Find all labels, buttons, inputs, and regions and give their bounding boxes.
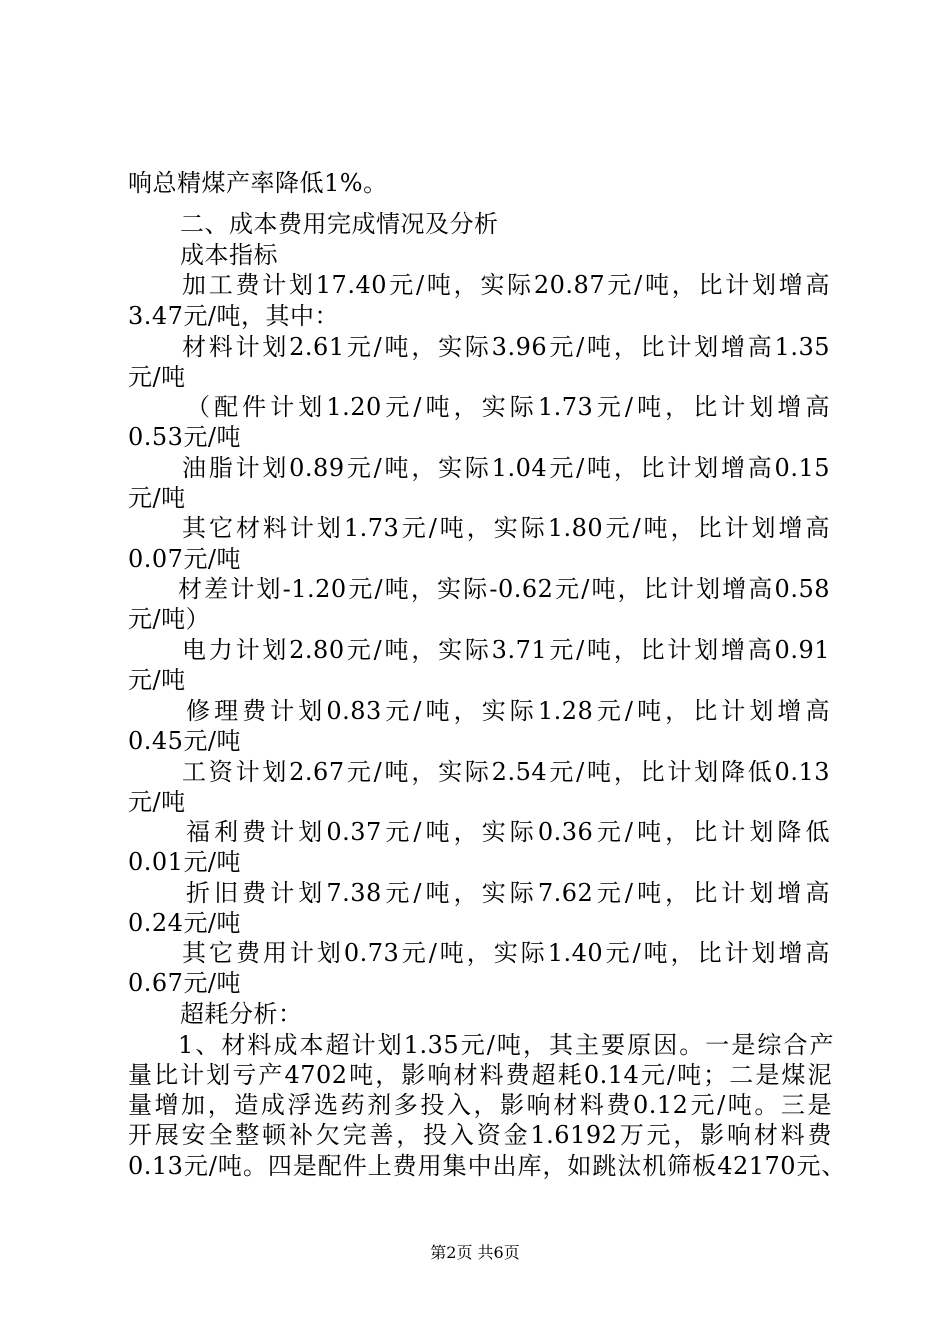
text-line-6: 材料计划2.61元/吨，实际3.96元/吨，比计划增高1.35 <box>182 333 830 361</box>
text-line-4: 加工费计划17.40元/吨，实际20.87元/吨，比计划增高 <box>182 271 830 299</box>
text-line-15: 元/吨） <box>128 605 211 633</box>
text-line-11: 元/吨 <box>128 484 186 512</box>
text-line-8: （配件计划1.20元/吨，实际1.73元/吨，比计划增高 <box>186 393 830 421</box>
text-line-16: 电力计划2.80元/吨，实际3.71元/吨，比计划增高0.91 <box>182 636 830 664</box>
text-line-17: 元/吨 <box>128 666 186 694</box>
text-line-21: 元/吨 <box>128 788 186 816</box>
text-line-22: 福利费计划0.37元/吨，实际0.36元/吨，比计划降低 <box>186 818 830 846</box>
text-line-29: 1、材料成本超计划1.35元/吨，其主要原因。一是综合产 <box>178 1031 834 1059</box>
text-line-24: 折旧费计划7.38元/吨，实际7.62元/吨，比计划增高 <box>186 879 830 907</box>
text-line-19: 0.45元/吨 <box>128 727 242 755</box>
text-line-13: 0.07元/吨 <box>128 545 242 573</box>
text-line-12: 其它材料计划1.73元/吨，实际1.80元/吨，比计划增高 <box>182 514 830 542</box>
text-line-32: 开展安全整顿补欠完善，投入资金1.6192万元，影响材料费 <box>128 1121 832 1149</box>
text-line-31: 量增加，造成浮选药剂多投入，影响材料费0.12元/吨。三是 <box>128 1091 832 1119</box>
text-line-27: 0.67元/吨 <box>128 969 242 997</box>
text-line-26: 其它费用计划0.73元/吨，实际1.40元/吨，比计划增高 <box>182 939 830 967</box>
page-number-footer: 第2页 共6页 <box>430 1243 520 1262</box>
text-line-25: 0.24元/吨 <box>128 909 242 937</box>
text-line-20: 工资计划2.67元/吨，实际2.54元/吨，比计划降低0.13 <box>182 758 830 786</box>
text-line-1: 响总精煤产率降低1%。 <box>128 169 388 197</box>
text-line-7: 元/吨 <box>128 363 186 391</box>
text-line-10: 油脂计划0.89元/吨，实际1.04元/吨，比计划增高0.15 <box>182 454 830 482</box>
text-line-9: 0.53元/吨 <box>128 423 242 451</box>
text-line-18: 修理费计划0.83元/吨，实际1.28元/吨，比计划增高 <box>186 697 830 725</box>
text-line-30: 量比计划亏产4702吨，影响材料费超耗0.14元/吨；二是煤泥 <box>128 1061 832 1089</box>
section-heading: 二、成本费用完成情况及分析 <box>180 210 499 238</box>
subsection-heading: 成本指标 <box>180 241 278 269</box>
text-line-14: 材差计划-1.20元/吨，实际-0.62元/吨，比计划增高0.58 <box>178 575 830 603</box>
analysis-heading: 超耗分析： <box>180 1000 303 1028</box>
text-line-33: 0.13元/吨。四是配件上费用集中出库，如跳汰机筛板42170元、 <box>128 1152 846 1180</box>
text-line-23: 0.01元/吨 <box>128 848 242 876</box>
text-line-5: 3.47元/吨，其中： <box>128 302 340 330</box>
